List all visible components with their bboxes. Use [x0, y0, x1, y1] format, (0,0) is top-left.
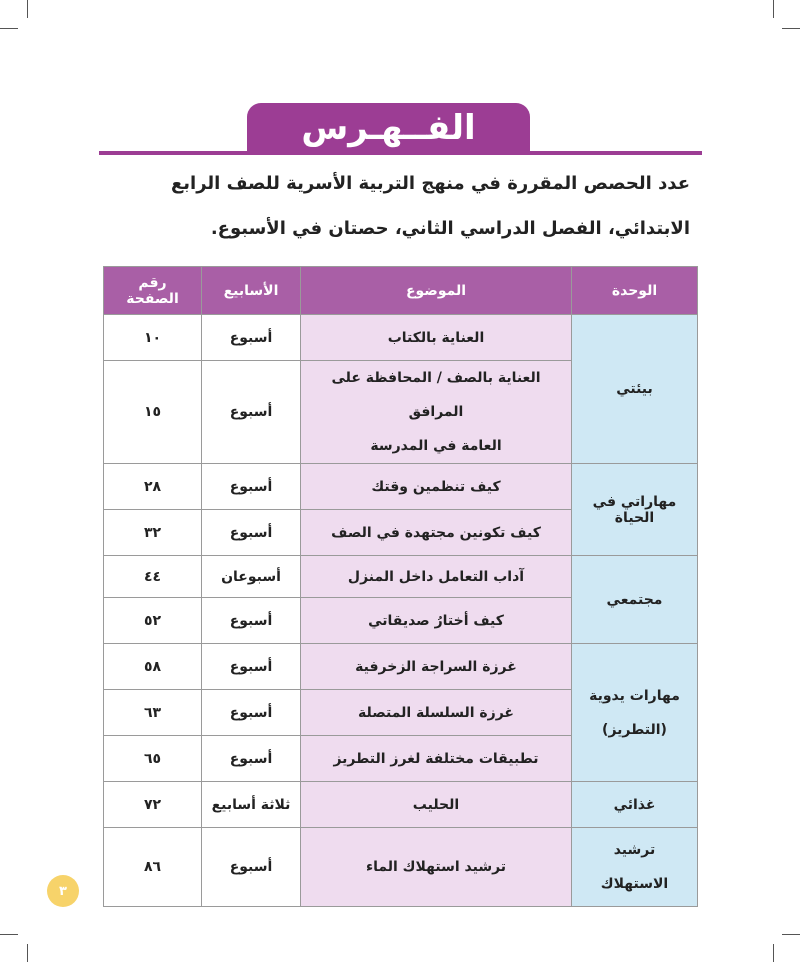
crop-mark [773, 944, 774, 962]
topic-cell: كيف تنظمين وقتك [301, 464, 572, 510]
page-cell: ١٠ [104, 315, 202, 361]
weeks-cell: أسبوع [202, 315, 301, 361]
table-row [104, 782, 698, 828]
weeks-cell: أسبوع [202, 690, 301, 736]
weeks-cell: أسبوع [202, 828, 301, 907]
weeks-cell: ثلاثة أسابيع [202, 782, 301, 828]
table-header-row [104, 267, 698, 315]
weeks-cell: أسبوع [202, 464, 301, 510]
weeks-cell: أسبوع [202, 510, 301, 556]
page-cell: ٦٣ [104, 690, 202, 736]
topic-cell: ترشيد استهلاك الماء [301, 828, 572, 907]
table-row [104, 556, 698, 598]
unit-line: مهارات يدوية [589, 687, 680, 704]
topic-cell [301, 361, 572, 464]
unit-line: الاستهلاك [600, 876, 669, 892]
page-cell: ٤٤ [104, 556, 202, 598]
weeks-cell: أسبوع [202, 736, 301, 782]
page-cell: ٢٨ [104, 464, 202, 510]
table-row [104, 828, 698, 907]
unit-line: ترشيد [613, 842, 656, 858]
unit-cell: مجتمعي [572, 556, 698, 644]
weeks-cell: أسبوع [202, 361, 301, 464]
page-cell: ٥٨ [104, 644, 202, 690]
weeks-cell: أسبوع [202, 644, 301, 690]
weeks-cell: أسبوعان [202, 556, 301, 598]
crop-mark [782, 28, 800, 29]
unit-cell: مهاراتي في الحياة [572, 464, 698, 556]
page-cell: ٣٢ [104, 510, 202, 556]
crop-mark [27, 944, 28, 962]
topic-cell: كيف تكونين مجتهدة في الصف [301, 510, 572, 556]
crop-mark [0, 28, 18, 29]
header-topic: الموضوع [301, 267, 572, 315]
intro-line-1: عدد الحصص المقررة في منهج التربية الأسرية للصف الرابع [170, 173, 690, 194]
topic-cell: العناية بالكتاب [301, 315, 572, 361]
unit-cell: غذائي [572, 782, 698, 828]
crop-mark [0, 934, 18, 935]
index-table [103, 266, 698, 907]
topic-cell: غرزة السلسلة المتصلة [301, 690, 572, 736]
unit-cell: بيئتي [572, 315, 698, 464]
crop-mark [27, 0, 28, 18]
topic-cell: الحليب [301, 782, 572, 828]
unit-line: (التطريز) [602, 721, 667, 738]
page-number-badge: ٣ [47, 875, 79, 907]
header-weeks: الأسابيع [202, 267, 301, 315]
table-row [104, 464, 698, 510]
page-cell: ٥٢ [104, 598, 202, 644]
page-cell: ٨٦ [104, 828, 202, 907]
topic-cell: تطبيقات مختلفة لغرز التطريز [301, 736, 572, 782]
page-cell: ٧٢ [104, 782, 202, 828]
topic-cell: آداب التعامل داخل المنزل [301, 556, 572, 598]
table-row [104, 315, 698, 361]
header-unit: الوحدة [572, 267, 698, 315]
topic-cell: كيف أختارُ صديقاتي [301, 598, 572, 644]
page-cell: ١٥ [104, 361, 202, 464]
unit-cell [572, 644, 698, 782]
crop-mark [773, 0, 774, 18]
topic-line: العامة في المدرسة [370, 438, 502, 454]
unit-cell [572, 828, 698, 907]
page-cell: ٦٥ [104, 736, 202, 782]
topic-line: العناية بالصف / المحافظة على المرافق [331, 370, 541, 420]
topic-cell: غرزة السراجة الزخرفية [301, 644, 572, 690]
header-page: رقم الصفحة [104, 267, 202, 315]
crop-mark [782, 934, 800, 935]
page-title: الفــهـرس [247, 103, 530, 153]
weeks-cell: أسبوع [202, 598, 301, 644]
intro-line-2: الابتدائي، الفصل الدراسي الثاني، حصتان في الأسبوع. [210, 218, 690, 239]
table-row [104, 644, 698, 690]
